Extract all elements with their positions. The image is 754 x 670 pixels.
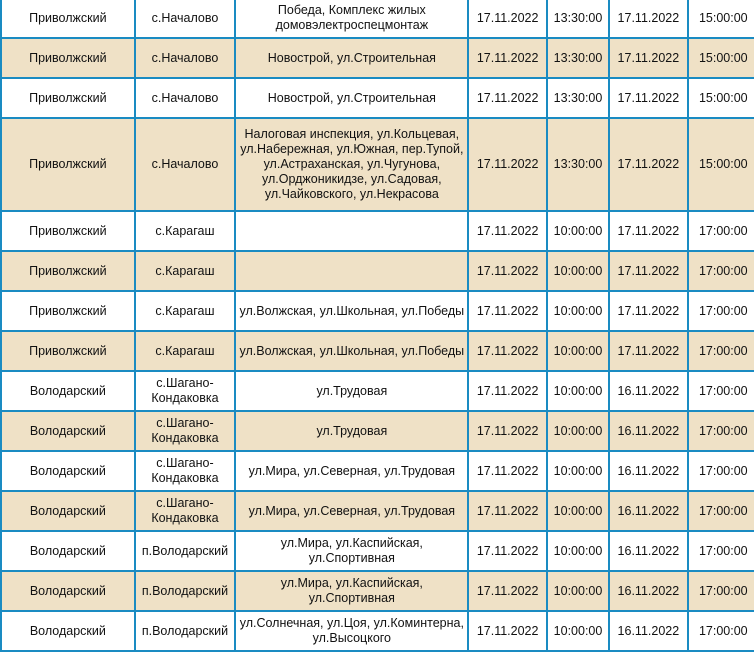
- district-cell: Володарский: [2, 412, 134, 450]
- locality-cell: с.Шагано-Кондаковка: [136, 412, 235, 450]
- start-time-cell: 10:00:00: [548, 252, 608, 290]
- streets-cell: ул.Мира, ул.Каспийская, ул.Спортивная: [236, 572, 467, 610]
- district-cell: Приволжский: [2, 119, 134, 210]
- end-time-cell: 17:00:00: [689, 332, 754, 370]
- end-date-cell: 16.11.2022: [610, 572, 686, 610]
- table-row: [2, 212, 754, 250]
- locality-cell: с.Началово: [136, 39, 235, 77]
- table-row: [2, 79, 754, 117]
- end-date-cell: 16.11.2022: [610, 412, 686, 450]
- end-time-cell: 17:00:00: [689, 252, 754, 290]
- start-date-cell: 17.11.2022: [469, 252, 545, 290]
- end-date-cell: 17.11.2022: [610, 332, 686, 370]
- end-time-cell: 17:00:00: [689, 612, 754, 650]
- start-time-cell: 10:00:00: [548, 572, 608, 610]
- table-row: [2, 0, 754, 37]
- start-date-cell: 17.11.2022: [469, 0, 545, 37]
- end-date-cell: 17.11.2022: [610, 292, 686, 330]
- district-cell: Приволжский: [2, 39, 134, 77]
- end-time-cell: 17:00:00: [689, 212, 754, 250]
- start-date-cell: 17.11.2022: [469, 292, 545, 330]
- streets-cell: Новострой, ул.Строительная: [236, 39, 467, 77]
- end-time-cell: 17:00:00: [689, 452, 754, 490]
- locality-cell: с.Шагано-Кондаковка: [136, 372, 235, 410]
- start-time-cell: 10:00:00: [548, 212, 608, 250]
- district-cell: Володарский: [2, 372, 134, 410]
- end-date-cell: 16.11.2022: [610, 452, 686, 490]
- locality-cell: п.Володарский: [136, 572, 235, 610]
- streets-cell: ул.Волжская, ул.Школьная, ул.Победы: [236, 292, 467, 330]
- locality-cell: с.Началово: [136, 0, 235, 37]
- start-time-cell: 10:00:00: [548, 612, 608, 650]
- streets-cell: [236, 252, 467, 290]
- locality-cell: с.Шагано-Кондаковка: [136, 452, 235, 490]
- end-time-cell: 17:00:00: [689, 292, 754, 330]
- district-cell: Приволжский: [2, 332, 134, 370]
- end-date-cell: 17.11.2022: [610, 119, 686, 210]
- end-date-cell: 16.11.2022: [610, 492, 686, 530]
- locality-cell: п.Володарский: [136, 612, 235, 650]
- streets-cell: ул.Волжская, ул.Школьная, ул.Победы: [236, 332, 467, 370]
- start-time-cell: 10:00:00: [548, 532, 608, 570]
- end-date-cell: 16.11.2022: [610, 612, 686, 650]
- district-cell: Приволжский: [2, 252, 134, 290]
- end-time-cell: 17:00:00: [689, 492, 754, 530]
- start-date-cell: 17.11.2022: [469, 612, 545, 650]
- start-date-cell: 17.11.2022: [469, 372, 545, 410]
- district-cell: Володарский: [2, 532, 134, 570]
- district-cell: Приволжский: [2, 212, 134, 250]
- end-time-cell: 15:00:00: [689, 119, 754, 210]
- district-cell: Володарский: [2, 572, 134, 610]
- district-cell: Володарский: [2, 492, 134, 530]
- start-date-cell: 17.11.2022: [469, 39, 545, 77]
- district-cell: Приволжский: [2, 0, 134, 37]
- start-date-cell: 17.11.2022: [469, 572, 545, 610]
- table-row: [2, 39, 754, 77]
- table-row: [2, 119, 754, 210]
- end-time-cell: 17:00:00: [689, 572, 754, 610]
- end-time-cell: 15:00:00: [689, 39, 754, 77]
- start-date-cell: 17.11.2022: [469, 332, 545, 370]
- locality-cell: с.Карагаш: [136, 252, 235, 290]
- locality-cell: с.Карагаш: [136, 332, 235, 370]
- start-time-cell: 13:30:00: [548, 119, 608, 210]
- district-cell: Приволжский: [2, 292, 134, 330]
- end-date-cell: 17.11.2022: [610, 212, 686, 250]
- start-time-cell: 13:30:00: [548, 79, 608, 117]
- end-date-cell: 16.11.2022: [610, 372, 686, 410]
- start-date-cell: 17.11.2022: [469, 212, 545, 250]
- table-row: [2, 492, 754, 530]
- locality-cell: с.Началово: [136, 79, 235, 117]
- district-cell: Володарский: [2, 452, 134, 490]
- streets-cell: [236, 212, 467, 250]
- end-time-cell: 15:00:00: [689, 0, 754, 37]
- start-time-cell: 10:00:00: [548, 292, 608, 330]
- table-row: [2, 252, 754, 290]
- locality-cell: с.Карагаш: [136, 292, 235, 330]
- end-time-cell: 17:00:00: [689, 372, 754, 410]
- table-row: [2, 572, 754, 610]
- start-date-cell: 17.11.2022: [469, 532, 545, 570]
- streets-cell: ул.Мира, ул.Северная, ул.Трудовая: [236, 492, 467, 530]
- start-time-cell: 13:30:00: [548, 39, 608, 77]
- streets-cell: Налоговая инспекция, ул.Кольцевая, ул.Набережная, ул.Южная, пер.Тупой, ул.Астраханская, ул.Чугунова, ул.Орджоникидзе, ул.Садовая, ул.Чайковского, ул.Некрасова: [236, 119, 467, 210]
- start-time-cell: 10:00:00: [548, 412, 608, 450]
- table-row: [2, 612, 754, 650]
- start-time-cell: 10:00:00: [548, 492, 608, 530]
- end-date-cell: 17.11.2022: [610, 39, 686, 77]
- start-date-cell: 17.11.2022: [469, 119, 545, 210]
- start-time-cell: 10:00:00: [548, 452, 608, 490]
- end-time-cell: 17:00:00: [689, 412, 754, 450]
- end-date-cell: 16.11.2022: [610, 532, 686, 570]
- table-row: [2, 532, 754, 570]
- district-cell: Приволжский: [2, 79, 134, 117]
- streets-cell: ул.Трудовая: [236, 412, 467, 450]
- end-date-cell: 17.11.2022: [610, 79, 686, 117]
- start-date-cell: 17.11.2022: [469, 452, 545, 490]
- streets-cell: Новострой, ул.Строительная: [236, 79, 467, 117]
- table-row: [2, 292, 754, 330]
- locality-cell: с.Началово: [136, 119, 235, 210]
- streets-cell: ул.Мира, ул.Каспийская, ул.Спортивная: [236, 532, 467, 570]
- district-cell: Володарский: [2, 612, 134, 650]
- start-date-cell: 17.11.2022: [469, 412, 545, 450]
- end-time-cell: 15:00:00: [689, 79, 754, 117]
- start-date-cell: 17.11.2022: [469, 492, 545, 530]
- table-row: [2, 412, 754, 450]
- start-time-cell: 10:00:00: [548, 372, 608, 410]
- end-time-cell: 17:00:00: [689, 532, 754, 570]
- table-row: [2, 372, 754, 410]
- table-row: [2, 452, 754, 490]
- outage-table-body: [2, 0, 754, 650]
- streets-cell: Победа, Комплекс жилых домовэлектроспецмонтаж: [236, 0, 467, 37]
- streets-cell: ул.Солнечная, ул.Цоя, ул.Коминтерна, ул.Высоцкого: [236, 612, 467, 650]
- start-time-cell: 10:00:00: [548, 332, 608, 370]
- locality-cell: с.Шагано-Кондаковка: [136, 492, 235, 530]
- end-date-cell: 17.11.2022: [610, 252, 686, 290]
- end-date-cell: 17.11.2022: [610, 0, 686, 37]
- start-date-cell: 17.11.2022: [469, 79, 545, 117]
- streets-cell: ул.Мира, ул.Северная, ул.Трудовая: [236, 452, 467, 490]
- locality-cell: с.Карагаш: [136, 212, 235, 250]
- start-time-cell: 13:30:00: [548, 0, 608, 37]
- table-row: [2, 332, 754, 370]
- streets-cell: ул.Трудовая: [236, 372, 467, 410]
- locality-cell: п.Володарский: [136, 532, 235, 570]
